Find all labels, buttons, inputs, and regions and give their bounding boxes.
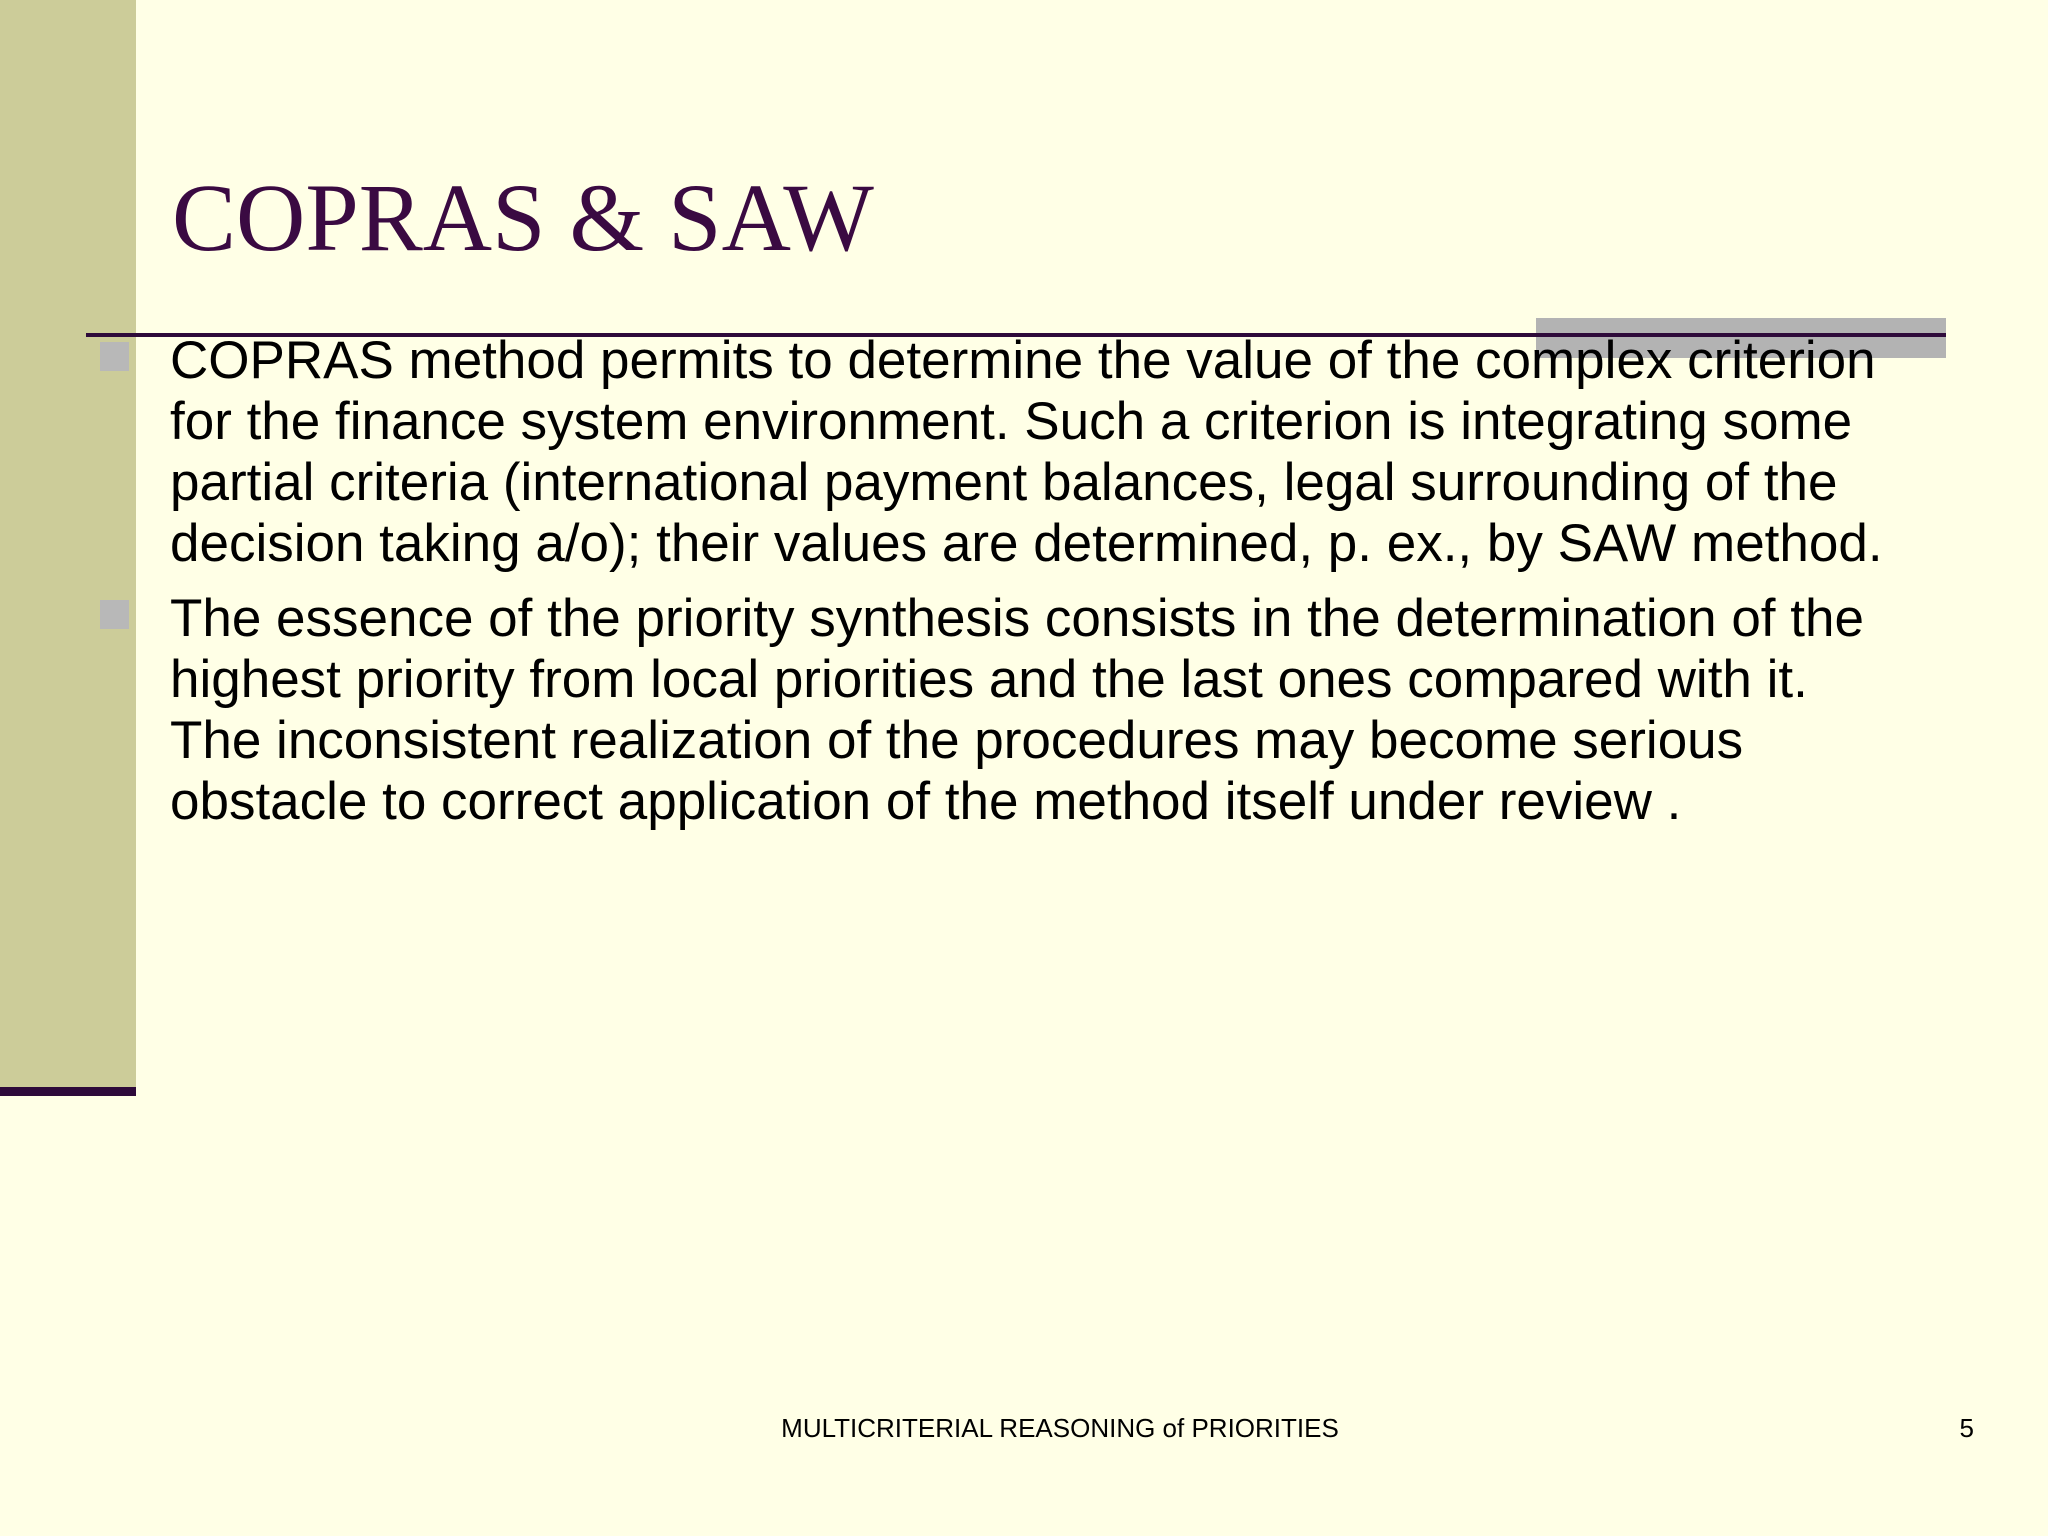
bullet-item <box>0 588 1900 832</box>
bullet-item <box>0 330 1900 574</box>
square-bullet-icon <box>100 342 129 371</box>
bullet-list <box>0 330 1900 846</box>
slide-title: COPRAS & SAW <box>172 164 874 271</box>
slide-footer: MULTICRITERIAL REASONING of PRIORITIES <box>781 1413 1339 1443</box>
bullet-text: The essence of the priority synthesis consists in the determination of the highest priority from local priorities and the last ones compared with it. The inconsistent realization of the procedures may become serious obstacle to correct application of the method itself under review . <box>170 589 1864 831</box>
left-bar-underline <box>0 1087 136 1096</box>
square-bullet-icon <box>100 600 129 629</box>
bullet-text: COPRAS method permits to determine the value of the complex criterion for the finance system environment. Such a criterion is integrating some partial criteria (international payment balances, legal surrounding of the decision taking a/o); their values are determined, p. ex., by SAW method. <box>170 331 1883 573</box>
page-number: 5 <box>1959 1413 1974 1443</box>
